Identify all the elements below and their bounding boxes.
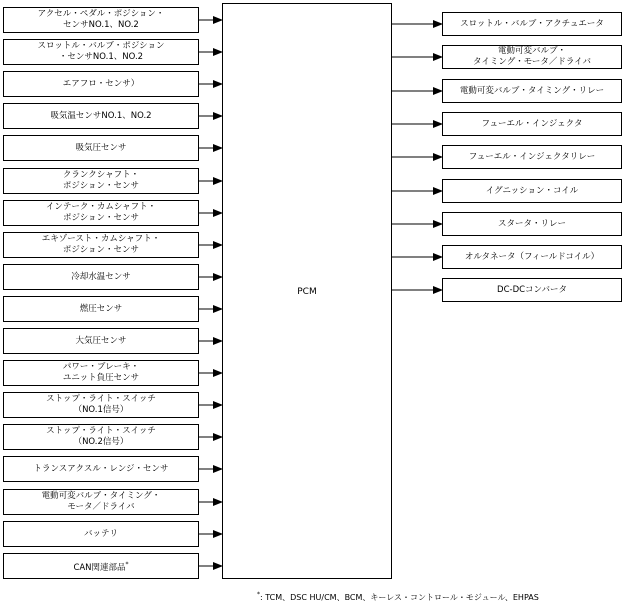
output-box [442,79,622,103]
output-label: フューエル・インジェクタ [481,118,583,129]
input-box [3,232,199,258]
output-box [442,112,622,136]
input-label: ストップ・ライト・スイッチ （NO.2信号） [46,426,156,447]
input-label: 大気圧センサ [75,335,127,346]
input-label: 燃圧センサ [79,303,123,314]
input-label: CAN関連部品 [73,562,126,573]
pcm-label: PCM [297,287,317,297]
input-box [3,456,199,482]
input-box [3,296,199,322]
input-box [3,168,199,194]
pcm-block [222,3,392,579]
output-label: フューエル・インジェクタリレー [468,151,596,162]
input-label: インテーク・カムシャフト・ ポジション・センサ [45,202,157,223]
input-label: ストップ・ライト・スイッチ （NO.1信号） [46,394,156,415]
input-label: トランスアクスル・レンジ・センサ [33,463,169,474]
input-box [3,7,199,33]
output-label: DC-DCコンバータ [497,284,567,295]
footnote-marker: * [125,560,129,568]
output-label: 電動可変バルブ・ タイミング・モータ／ドライバ [473,46,591,67]
input-label: エアフロ・センサ） [62,78,140,89]
output-box [442,245,622,269]
input-box [3,200,199,226]
input-label: 電動可変バルブ・タイミング・ モータ／ドライバ [41,491,161,512]
output-box [442,145,622,169]
output-label: スタータ・リレー [497,218,566,229]
input-label: エキゾースト・カムシャフト・ ポジション・センサ [41,234,161,255]
input-label: バッテリ [83,528,118,539]
output-label: 電動可変バルブ・タイミング・リレー [459,85,605,96]
input-label: アクセル・ペダル・ポジション・ センサNO.1、NO.2 [37,9,165,30]
input-box [3,360,199,386]
input-box [3,71,199,97]
output-box [442,12,622,36]
input-label: 冷却水温センサ [71,271,131,282]
footnote-mark: * [257,591,260,598]
output-box [442,45,622,69]
output-label: スロットル・バルブ・アクチュエータ [460,18,604,29]
output-box [442,278,622,302]
input-box [3,328,199,354]
input-label: 吸気圧センサ [75,142,127,153]
output-box [442,179,622,203]
input-box [3,553,199,579]
input-box [3,424,199,450]
footnote [257,591,539,603]
output-label: オルタネータ（フィールドコイル） [464,251,600,262]
output-label: イグニッション・コイル [485,185,579,196]
input-box [3,264,199,290]
input-box [3,103,199,129]
input-label: クランクシャフト・ ポジション・センサ [62,170,140,191]
input-label: スロットル・バルブ・ポジション ・センサNO.1、NO.2 [37,41,165,62]
input-box [3,521,199,547]
input-box [3,135,199,161]
output-box [442,212,622,236]
footnote-text: : TCM、DSC HU/CM、BCM、キーレス・コントロール・モジュール、EHPAS [260,593,539,602]
input-box [3,392,199,418]
input-box [3,489,199,515]
input-label: 吸気温センサNO.1、NO.2 [50,110,152,121]
input-label: パワー・ブレーキ・ ユニット負圧センサ [62,362,140,383]
input-box [3,39,199,65]
